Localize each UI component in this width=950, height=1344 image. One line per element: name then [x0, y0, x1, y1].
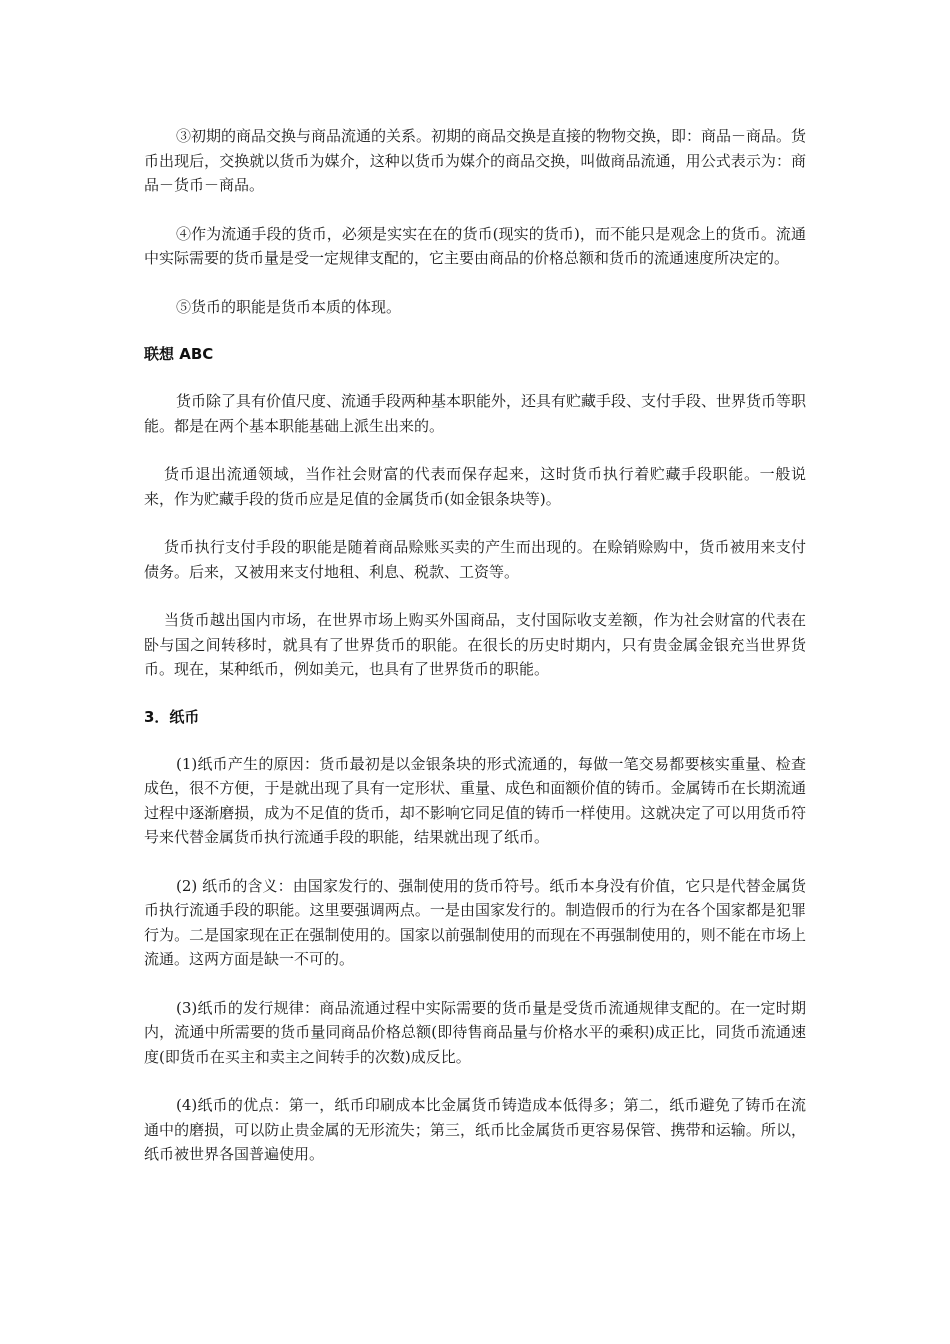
paper-money-paragraph: (2) 纸币的含义：由国家发行的、强制使用的货币符号。纸币本身没有价值，它只是代替金属货币执行流通手段的职能。这里要强调两点。一是由国家发行的。制造假币的行为在各个国家都是犯罪行为。二是国家现在正在强制使用的。国家以前强制使用的而现在不再强制使用的，则不能在市场上流通。这两方面是缺一不可的。 — [144, 876, 806, 968]
intro-paragraph-4: ④作为流通手段的货币，必须是实实在在的货币(现实的货币)，而不能只是观念上的货币。流通中实际需要的货币量是受一定规律支配的，它主要由商品的价格总额和货币的流通速度所决定的。 — [144, 224, 806, 267]
section-heading-paper-money: 3．纸币 — [144, 707, 200, 726]
abc-paragraph: 当货币越出国内市场，在世界市场上购买外国商品，支付国际收支差额，作为社会财富的代表在卧与国之间转移时，就具有了世界货币的职能。在很长的历史时期内，只有贵金属金银充当世界货币。现在，某种纸币，例如美元，也具有了世界货币的职能。 — [144, 611, 806, 678]
paper-money-paragraph: (1)纸币产生的原因：货币最初是以金银条块的形式流通的，每做一笔交易都要核实重量、检查成色，很不方便，于是就出现了具有一定形状、重量、成色和面额价值的铸币。金属铸币在长期流通过程中逐渐磨损，成为不足值的货币，却不影响它同足值的铸币一样使用。这就决定了可以用货币符号来代替金属货币执行流通手段的职能，结果就出现了纸币。 — [144, 754, 806, 846]
intro-paragraph-5: ⑤货币的职能是货币本质的体现。 — [176, 297, 402, 316]
section-heading-abc: 联想 ABC — [144, 345, 214, 363]
document-body — [144, 124, 806, 1191]
abc-paragraph: 货币除了具有价值尺度、流通手段两种基本职能外，还具有贮藏手段、支付手段、世界货币等职能。都是在两个基本职能基础上派生出来的。 — [144, 392, 807, 435]
abc-paragraph: 货币执行支付手段的职能是随着商品赊账买卖的产生而出现的。在赊销赊购中，货币被用来支付债务。后来，又被用来支付地租、利息、税款、工资等。 — [144, 538, 806, 581]
abc-paragraph: 货币退出流通领域，当作社会财富的代表而保存起来，这时货币执行着贮藏手段职能。一般说来，作为贮藏手段的货币应是足值的金属货币(如金银条块等)。 — [144, 465, 806, 508]
intro-paragraph-3: ③初期的商品交换与商品流通的关系。初期的商品交换是直接的物物交换，即：商品－商品。货币出现后，交换就以货币为媒介，这种以货币为媒介的商品交换，叫做商品流通，用公式表示为：商品－货币－商品。 — [144, 127, 807, 194]
paper-money-paragraph: (3)纸币的发行规律：商品流通过程中实际需要的货币量是受货币流通规律支配的。在一定时期内，流通中所需要的货币量同商品价格总额(即待售商品量与价格水平的乘积)成正比，同货币流通速度(即货币在买主和卖主之间转手的次数)成反比。 — [144, 998, 806, 1066]
paper-money-paragraph: (4)纸币的优点：第一，纸币印刷成本比金属货币铸造成本低得多；第二，纸币避免了铸币在流通中的磨损，可以防止贵金属的无形流失；第三，纸币比金属货币更容易保管、携带和运输。所以，纸币被世界各国普遍使用。 — [144, 1096, 806, 1163]
